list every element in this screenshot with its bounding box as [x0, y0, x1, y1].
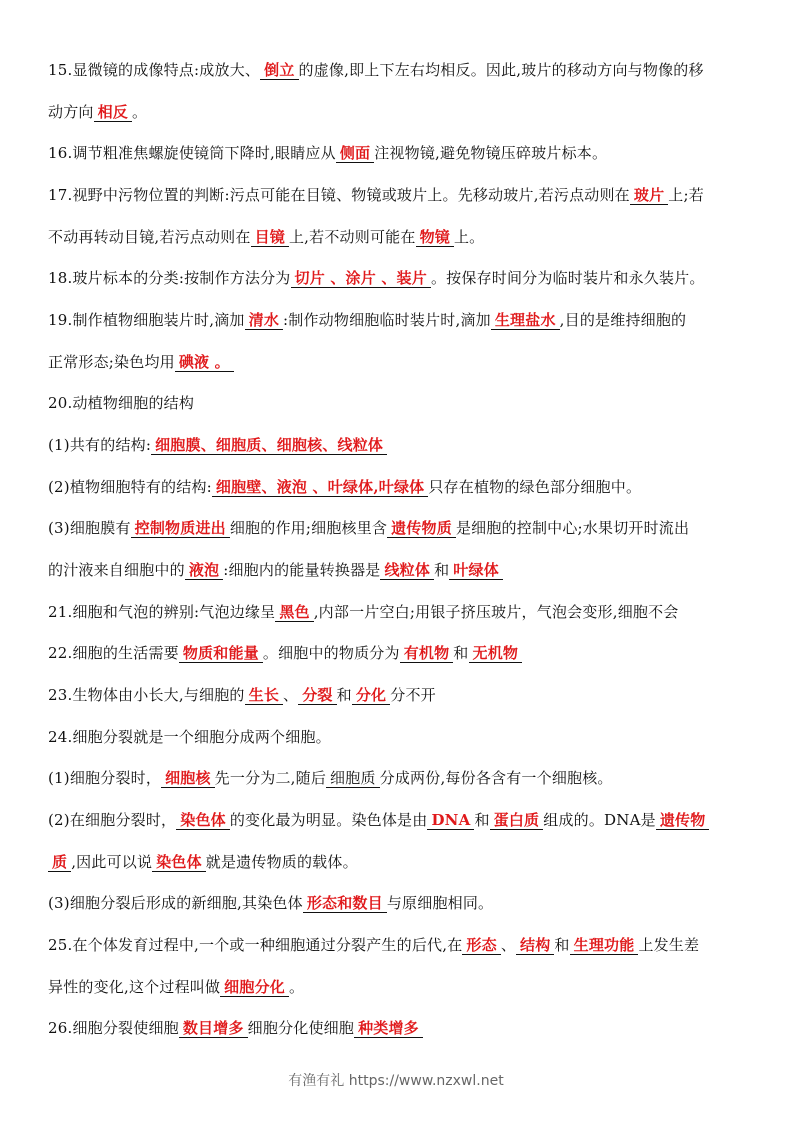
text-line: [48, 727, 748, 747]
static-text: ,目的是维持细胞的: [559, 311, 687, 329]
fill-in-blank-answer: 染色体: [176, 811, 230, 830]
static-text: 17.视野中污物位置的判断:污点可能在目镜、物镜或玻片上。先移动玻片,若污点动则在: [48, 186, 630, 204]
text-line: [48, 352, 748, 372]
fill-in-blank-answer: 无机物: [469, 644, 523, 663]
fill-in-blank-answer: 叶绿体: [449, 561, 503, 580]
text-line: [48, 977, 748, 997]
fill-in-blank-answer: 碘液 。: [175, 353, 234, 372]
static-text: 上发生差: [638, 936, 700, 954]
fill-in-blank-answer: 相反: [94, 103, 132, 122]
fill-in-blank-answer: 玻片: [630, 186, 668, 205]
fill-in-blank-answer: 生理盐水: [491, 311, 560, 330]
static-text: 注视物镜,避免物镜压碎玻片标本。: [374, 144, 608, 162]
fill-in-blank-answer: 细胞核: [161, 769, 215, 788]
static-text: 异性的变化,这个过程叫做: [48, 978, 221, 996]
text-line: [48, 852, 748, 872]
fill-in-blank-answer: 切片 、涂片 、装片: [291, 269, 431, 288]
watermark-footer: 有渔有礼 https://www.nzxwl.net: [288, 1073, 504, 1089]
static-text: 与原细胞相同。: [386, 894, 494, 912]
static-text: 正常形态;染色均用: [48, 353, 175, 371]
static-text: 。细胞中的物质分为: [262, 644, 400, 662]
fill-in-blank-answer: 清水: [245, 311, 283, 330]
static-text: 细胞分化使细胞: [247, 1019, 355, 1037]
static-text: 和: [453, 644, 469, 662]
static-text: 、: [283, 686, 299, 704]
static-text: (3)细胞膜有: [48, 519, 131, 537]
static-text: 的汁液来自细胞中的: [48, 561, 185, 579]
static-text: 24.细胞分裂就是一个细胞分成两个细胞。: [48, 728, 331, 746]
text-line: [48, 893, 748, 913]
fill-in-blank-answer: 质: [48, 853, 71, 872]
fill-in-blank-answer: 生长: [245, 686, 283, 705]
static-text: (3)细胞分裂后形成的新细胞,其染色体: [48, 894, 303, 912]
fill-in-blank-answer: 线粒体: [380, 561, 434, 580]
fill-in-blank-answer: 侧面: [336, 144, 374, 163]
text-line: [48, 185, 748, 205]
static-text: (1)共有的结构:: [48, 436, 152, 454]
static-text: 。: [288, 978, 305, 996]
static-text: 21.细胞和气泡的辨别:气泡边缘呈: [48, 603, 276, 621]
text-line: [48, 935, 748, 955]
static-text: 就是遗传物质的载体。: [205, 853, 358, 871]
static-text: (1)细胞分裂时，: [48, 769, 162, 787]
static-text: 23.生物体由小长大,与细胞的: [48, 686, 245, 704]
static-text: 分成两份,每份各含有一个细胞核。: [379, 769, 613, 787]
text-line: [48, 685, 748, 705]
fill-in-blank-answer: 生理功能: [570, 936, 639, 955]
static-text: 26.细胞分裂使细胞: [48, 1019, 179, 1037]
text-line: [48, 1018, 748, 1038]
static-text: 上;若: [668, 186, 704, 204]
static-text: 分不开: [390, 686, 436, 704]
fill-in-blank-answer: 形态和数目: [303, 894, 387, 913]
fill-in-blank-answer: 细胞壁、液泡 、叶绿体,叶绿体: [212, 478, 428, 497]
static-text: 和: [474, 811, 490, 829]
static-text: :细胞内的能量转换器是: [223, 561, 381, 579]
static-text: 和: [434, 561, 450, 579]
static-text: ,因此可以说: [71, 853, 153, 871]
static-text: 只存在植物的绿色部分细胞中。: [428, 478, 642, 496]
fill-in-blank-answer: 细胞质: [326, 769, 380, 788]
fill-in-blank-answer: 倒立: [260, 61, 298, 80]
static-text: 先一分为二,随后: [214, 769, 327, 787]
static-text: 25.在个体发育过程中,一个或一种细胞通过分裂产生的后代,在: [48, 936, 463, 954]
static-text: 动方向: [48, 103, 94, 121]
text-line: [48, 560, 748, 580]
fill-in-blank-answer: 形态: [462, 936, 500, 955]
static-text: 组成的。DNA是: [543, 811, 656, 829]
fill-in-blank-answer: 分化: [352, 686, 390, 705]
text-line: [48, 60, 748, 80]
fill-in-blank-answer: 目镜: [251, 228, 289, 247]
text-line: [48, 768, 748, 788]
static-text: 16.调节粗准焦螺旋使镜筒下降时,眼睛应从: [48, 144, 336, 162]
static-text: 。按保存时间分为临时装片和永久装片。: [430, 269, 705, 287]
static-text: 19.制作植物细胞装片时,滴加: [48, 311, 245, 329]
static-text: 和: [554, 936, 570, 954]
static-text: 的虚像,即上下左右均相反。因此,玻片的移动方向与物像的移: [298, 61, 704, 79]
static-text: :制作动物细胞临时装片时,滴加: [283, 311, 491, 329]
text-line: [48, 435, 748, 455]
text-line: [48, 310, 748, 330]
text-line: [48, 602, 748, 622]
fill-in-blank-answer: 结构: [516, 936, 554, 955]
text-line: [48, 268, 748, 288]
static-text: 18.玻片标本的分类:按制作方法分为: [48, 269, 291, 287]
fill-in-blank-answer: 控制物质进出: [131, 519, 230, 538]
fill-in-blank-answer: 种类增多: [354, 1019, 423, 1038]
static-text: 、: [500, 936, 517, 954]
static-text: 22.细胞的生活需要: [48, 644, 179, 662]
text-line: [48, 810, 748, 830]
fill-in-blank-answer: 物镜: [416, 228, 454, 247]
fill-in-blank-answer: 遗传物: [656, 811, 710, 830]
static-text: (2)植物细胞特有的结构:: [48, 478, 212, 496]
fill-in-blank-answer: 有机物: [400, 644, 454, 663]
fill-in-blank-answer: 遗传物质: [387, 519, 456, 538]
text-line: [48, 518, 748, 538]
text-line: [48, 477, 748, 497]
static-text: 15.显微镜的成像特点:成放大、: [48, 61, 261, 79]
static-text: 上。: [453, 228, 485, 246]
static-text: 的变化最为明显。染色体是由: [229, 811, 428, 829]
fill-in-blank-answer: DNA: [427, 811, 474, 830]
text-line: [48, 102, 748, 122]
text-line: [48, 227, 748, 247]
text-line: [48, 143, 748, 163]
text-line: [48, 393, 748, 413]
fill-in-blank-answer: 液泡: [185, 561, 223, 580]
static-text: ,内部一片空白;用银子挤压玻片，气泡会变形,细胞不会: [313, 603, 679, 621]
static-text: 20.动植物细胞的结构: [48, 394, 195, 412]
static-text: 。: [132, 103, 148, 121]
static-text: 细胞的作用;细胞核里含: [229, 519, 388, 537]
fill-in-blank-answer: 黑色: [275, 603, 313, 622]
static-text: 和: [336, 686, 352, 704]
static-text: 上,若不动则可能在: [288, 228, 416, 246]
fill-in-blank-answer: 蛋白质: [490, 811, 544, 830]
static-text: 是细胞的控制中心;水果切开时流出: [455, 519, 690, 537]
text-line: [48, 643, 748, 663]
fill-in-blank-answer: 细胞膜、细胞质、细胞核、线粒体: [151, 436, 387, 455]
fill-in-blank-answer: 物质和能量: [179, 644, 263, 663]
fill-in-blank-answer: 分裂: [298, 686, 336, 705]
fill-in-blank-answer: 细胞分化: [220, 978, 289, 997]
static-text: (2)在细胞分裂时，: [48, 811, 177, 829]
fill-in-blank-answer: 染色体: [152, 853, 206, 872]
fill-in-blank-answer: 数目增多: [179, 1019, 248, 1038]
static-text: 不动再转动目镜,若污点动则在: [48, 228, 251, 246]
